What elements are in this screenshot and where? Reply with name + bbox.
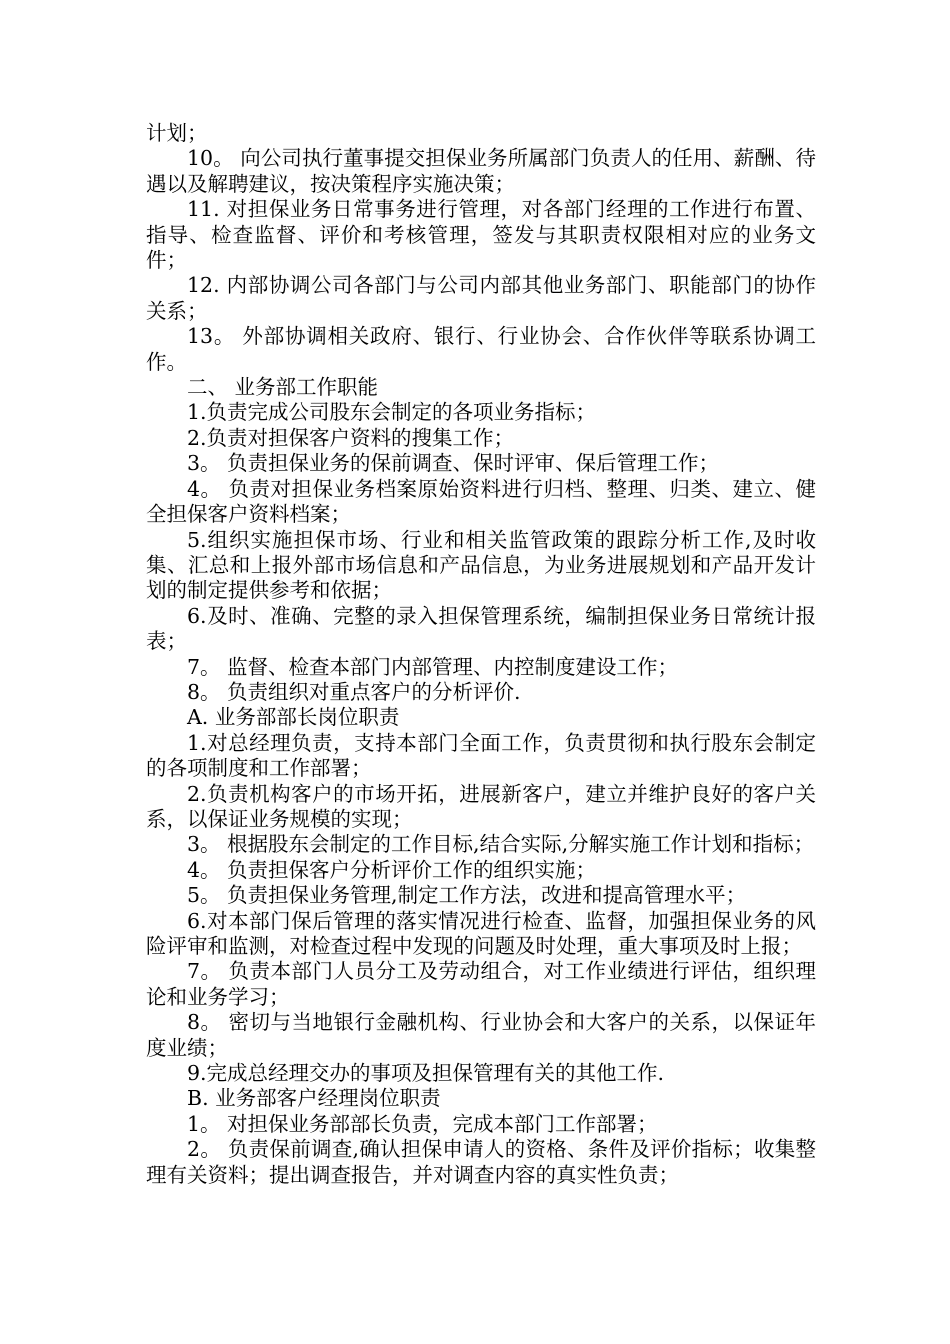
- paragraph: 11. 对担保业务日常事务进行管理，对各部门经理的工作进行布置、指导、检查监督、评价和考核管理，签发与其职责权限相对应的业务文件；: [146, 197, 816, 273]
- paragraph: 5.组织实施担保市场、行业和相关监管政策的跟踪分析工作,及时收集、汇总和上报外部市场信息和产品信息，为业务进展规划和产品开发计划的制定提供参考和依据；: [146, 527, 816, 603]
- paragraph: 6.对本部门保后管理的落实情况进行检查、监督，加强担保业务的风险评审和监测，对检查过程中发现的问题及时处理，重大事项及时上报；: [146, 908, 816, 958]
- paragraph: 10。 向公司执行董事提交担保业务所属部门负责人的任用、薪酬、待遇以及解聘建议，按决策程序实施决策；: [146, 146, 816, 196]
- paragraph: 8。 负责组织对重点客户的分析评价.: [187, 679, 521, 704]
- paragraph: 6.及时、准确、完整的录入担保管理系统，编制担保业务日常统计报表；: [146, 603, 816, 654]
- paragraph: 7。 监督、检查本部门内部管理、内控制度建设工作；: [187, 654, 679, 679]
- paragraph: 4。 负责担保客户分析评价工作的组织实施；: [187, 857, 597, 882]
- document-body: [146, 121, 816, 1188]
- paragraph: 2.负责对担保客户资料的搜集工作；: [187, 425, 515, 450]
- paragraph: 9.完成总经理交办的事项及担保管理有关的其他工作.: [187, 1061, 665, 1086]
- paragraph: 1.负责完成公司股东会制定的各项业务指标；: [187, 400, 597, 425]
- subsection-heading: B. 业务部客户经理岗位职责: [187, 1086, 441, 1111]
- paragraph: 2。 负责保前调查,确认担保申请人的资格、条件及评价指标；收集整理有关资料；提出调查报告，并对调查内容的真实性负责；: [146, 1137, 816, 1187]
- paragraph: 1.对总经理负责，支持本部门全面工作，负责贯彻和执行股东会制定的各项制度和工作部署；: [146, 730, 816, 781]
- paragraph: 7。 负责本部门人员分工及劳动组合，对工作业绩进行评估，组织理论和业务学习；: [146, 959, 816, 1009]
- paragraph: 3。 负责担保业务的保前调查、保时评审、保后管理工作；: [187, 451, 720, 476]
- paragraph: 4。 负责对担保业务档案原始资料进行归档、整理、归类、建立、健全担保客户资料档案；: [146, 476, 816, 527]
- paragraph: 3。 根据股东会制定的工作目标,结合实际,分解实施工作计划和指标；: [187, 832, 815, 857]
- paragraph: 13。 外部协调相关政府、银行、行业协会、合作伙伴等联系协调工作。: [146, 324, 816, 374]
- section-heading: 二、 业务部工作职能: [187, 375, 379, 400]
- paragraph: 8。 密切与当地银行金融机构、行业协会和大客户的关系，以保证年度业绩；: [146, 1010, 816, 1060]
- paragraph: 12. 内部协调公司各部门与公司内部其他业务部门、职能部门的协作关系；: [146, 273, 816, 323]
- paragraph: 1。 对担保业务部部长负责，完成本部门工作部署；: [187, 1111, 658, 1136]
- paragraph: 2.负责机构客户的市场开拓，进展新客户，建立并维护良好的客户关系，以保证业务规模的实现；: [146, 781, 816, 831]
- subsection-heading: A. 业务部部长岗位职责: [187, 705, 400, 730]
- paragraph: 5。 负责担保业务管理,制定工作方法，改进和提高管理水平；: [187, 883, 747, 908]
- paragraph: 计划；: [146, 121, 208, 145]
